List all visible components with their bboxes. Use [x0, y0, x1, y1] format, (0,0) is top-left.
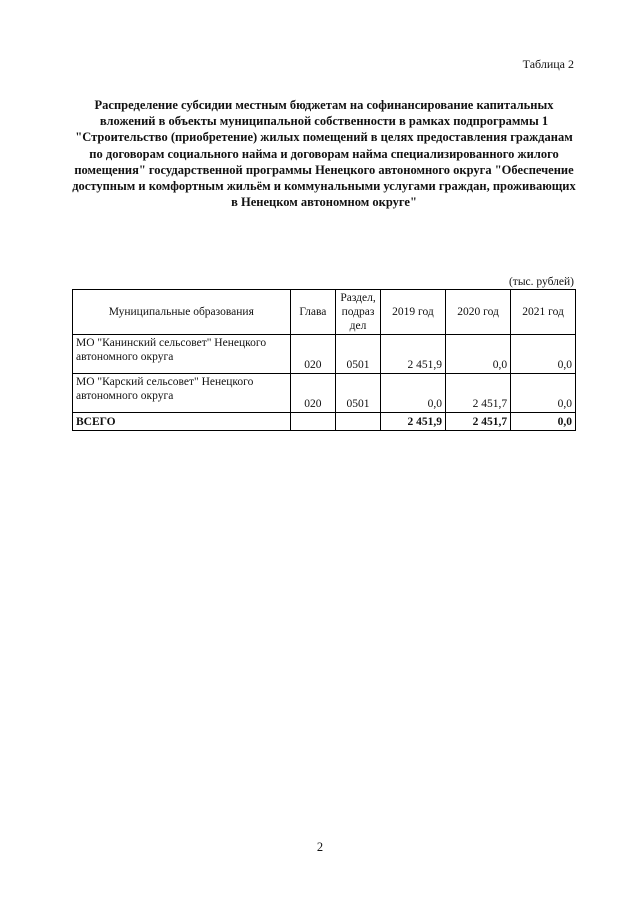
cell-razdel: 0501 [336, 335, 381, 374]
cell-name: МО "Карский сельсовет" Ненецкого автономного округа [73, 374, 291, 413]
cell-2020: 0,0 [446, 335, 511, 374]
header-razdel: Раздел, подраз дел [336, 290, 381, 335]
cell-2021: 0,0 [511, 335, 576, 374]
cell-total-2021: 0,0 [511, 413, 576, 431]
table-row [73, 374, 576, 413]
cell-2019: 2 451,9 [380, 335, 445, 374]
header-2021: 2021 год [511, 290, 576, 335]
cell-2020: 2 451,7 [446, 374, 511, 413]
header-2019: 2019 год [380, 290, 445, 335]
cell-2021: 0,0 [511, 374, 576, 413]
header-2020: 2020 год [446, 290, 511, 335]
table-header-row [73, 290, 576, 335]
page-number: 2 [316, 840, 324, 854]
document-title: Распределение субсидии местным бюджетам на софинансирование капитальных вложений в объекты муниципальной собственности в рамках подпрограммы 1 "Строительство (приобретение) жилых помещений в целях предоставления гражданам по договорам социального найма и договорам найма специализированного жилого помещения" государственной программы Ненецкого автономного округа "Обеспечение доступным и комфортным жильём и коммунальными услугами граждан, проживающих в Ненецком автономном округе" [72, 98, 576, 210]
cell-total-razdel [336, 413, 381, 431]
total-row [73, 413, 576, 431]
cell-name: МО "Канинский сельсовет" Ненецкого автономного округа [73, 335, 291, 374]
units-label: (тыс. рублей) [508, 276, 574, 288]
cell-total-label: ВСЕГО [73, 413, 291, 431]
cell-total-glava [290, 413, 336, 431]
header-glava: Глава [290, 290, 336, 335]
table-row [73, 335, 576, 374]
cell-total-2019: 2 451,9 [380, 413, 445, 431]
cell-2019: 0,0 [380, 374, 445, 413]
cell-glava: 020 [290, 374, 336, 413]
cell-razdel: 0501 [336, 374, 381, 413]
header-municipalities: Муниципальные образования [73, 290, 291, 335]
subsidy-table [72, 289, 576, 431]
cell-total-2020: 2 451,7 [446, 413, 511, 431]
cell-glava: 020 [290, 335, 336, 374]
table-label: Таблица 2 [522, 57, 574, 71]
